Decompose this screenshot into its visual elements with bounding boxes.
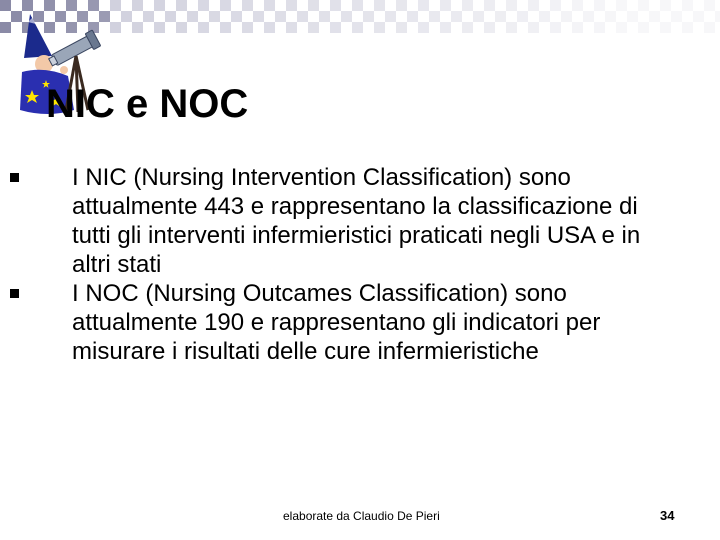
checker-square bbox=[528, 0, 539, 11]
checker-square bbox=[473, 11, 484, 22]
checker-square bbox=[418, 0, 429, 11]
checker-square bbox=[616, 22, 627, 33]
checker-square bbox=[352, 0, 363, 11]
page-number: 34 bbox=[660, 508, 675, 523]
checker-square bbox=[451, 11, 462, 22]
checker-square bbox=[132, 22, 143, 33]
checker-square bbox=[572, 22, 583, 33]
checker-square bbox=[550, 22, 561, 33]
checker-square bbox=[231, 11, 242, 22]
footer-author: elaborate da Claudio De Pieri bbox=[283, 509, 440, 523]
checker-square bbox=[638, 0, 649, 11]
checker-square bbox=[253, 11, 264, 22]
checker-square bbox=[418, 22, 429, 33]
checker-square bbox=[550, 0, 561, 11]
square-bullet-icon bbox=[10, 289, 19, 298]
checker-square bbox=[176, 22, 187, 33]
checker-square bbox=[671, 11, 682, 22]
checker-square bbox=[682, 0, 693, 11]
checker-square bbox=[660, 22, 671, 33]
checker-square bbox=[209, 11, 220, 22]
checker-square bbox=[308, 0, 319, 11]
checker-square bbox=[440, 0, 451, 11]
checker-square bbox=[154, 22, 165, 33]
checker-square bbox=[264, 22, 275, 33]
checker-square bbox=[308, 22, 319, 33]
checker-square bbox=[374, 0, 385, 11]
checker-square bbox=[484, 22, 495, 33]
checker-square bbox=[275, 11, 286, 22]
checker-square bbox=[561, 11, 572, 22]
checkered-border-decoration bbox=[0, 0, 720, 34]
checker-square bbox=[396, 0, 407, 11]
bullet-item-nic bbox=[72, 163, 682, 279]
checker-square bbox=[429, 11, 440, 22]
checker-square bbox=[517, 11, 528, 22]
checker-square bbox=[319, 11, 330, 22]
checker-square bbox=[616, 0, 627, 11]
checker-square bbox=[143, 11, 154, 22]
checker-square bbox=[187, 11, 198, 22]
checker-square bbox=[594, 0, 605, 11]
checker-square bbox=[242, 0, 253, 11]
checker-square bbox=[528, 22, 539, 33]
checker-square bbox=[110, 0, 121, 11]
checker-square bbox=[220, 22, 231, 33]
checker-square bbox=[660, 0, 671, 11]
checker-square bbox=[407, 11, 418, 22]
checker-square bbox=[264, 0, 275, 11]
checker-square bbox=[715, 11, 720, 22]
bullet-text-noc: I NOC (Nursing Outcames Classification) sono attualmente 190 e rappresentano gli indicatori per misurare i risultati delle cure infermieristiche bbox=[72, 280, 601, 365]
checker-square bbox=[198, 0, 209, 11]
checker-square bbox=[704, 22, 715, 33]
checker-square bbox=[341, 11, 352, 22]
checker-square bbox=[165, 11, 176, 22]
checker-square bbox=[220, 0, 231, 11]
checker-square bbox=[396, 22, 407, 33]
checker-square bbox=[363, 11, 374, 22]
checker-square bbox=[330, 22, 341, 33]
checker-square bbox=[374, 22, 385, 33]
checker-square bbox=[462, 0, 473, 11]
checker-square bbox=[627, 11, 638, 22]
checker-square bbox=[352, 22, 363, 33]
checker-square bbox=[297, 11, 308, 22]
checker-square bbox=[605, 11, 616, 22]
checker-square bbox=[286, 22, 297, 33]
checker-square bbox=[198, 22, 209, 33]
checker-square bbox=[506, 0, 517, 11]
bullet-text-nic: I NIC (Nursing Intervention Classification) sono attualmente 443 e rappresentano la classificazione di tutti gli interventi infermieristici praticati negli USA e in altri stati bbox=[72, 164, 641, 278]
bullet-list bbox=[72, 163, 682, 366]
checker-square bbox=[506, 22, 517, 33]
checker-square bbox=[682, 22, 693, 33]
checker-square bbox=[693, 11, 704, 22]
checker-square bbox=[484, 0, 495, 11]
checker-square bbox=[440, 22, 451, 33]
checker-square bbox=[176, 0, 187, 11]
checker-square bbox=[638, 22, 649, 33]
square-bullet-icon bbox=[10, 173, 19, 182]
checker-square bbox=[242, 22, 253, 33]
checker-square bbox=[583, 11, 594, 22]
checker-square bbox=[286, 0, 297, 11]
checker-square bbox=[110, 22, 121, 33]
checker-square bbox=[649, 11, 660, 22]
checker-square bbox=[704, 0, 715, 11]
checker-square bbox=[385, 11, 396, 22]
bullet-item-noc bbox=[72, 279, 682, 366]
checker-square bbox=[572, 0, 583, 11]
checker-square bbox=[121, 11, 132, 22]
checker-square bbox=[539, 11, 550, 22]
checker-square bbox=[462, 22, 473, 33]
slide-title: NIC e NOC bbox=[46, 82, 249, 126]
checker-square bbox=[330, 0, 341, 11]
checker-square bbox=[154, 0, 165, 11]
checker-square bbox=[594, 22, 605, 33]
checker-square bbox=[495, 11, 506, 22]
checker-square bbox=[132, 0, 143, 11]
